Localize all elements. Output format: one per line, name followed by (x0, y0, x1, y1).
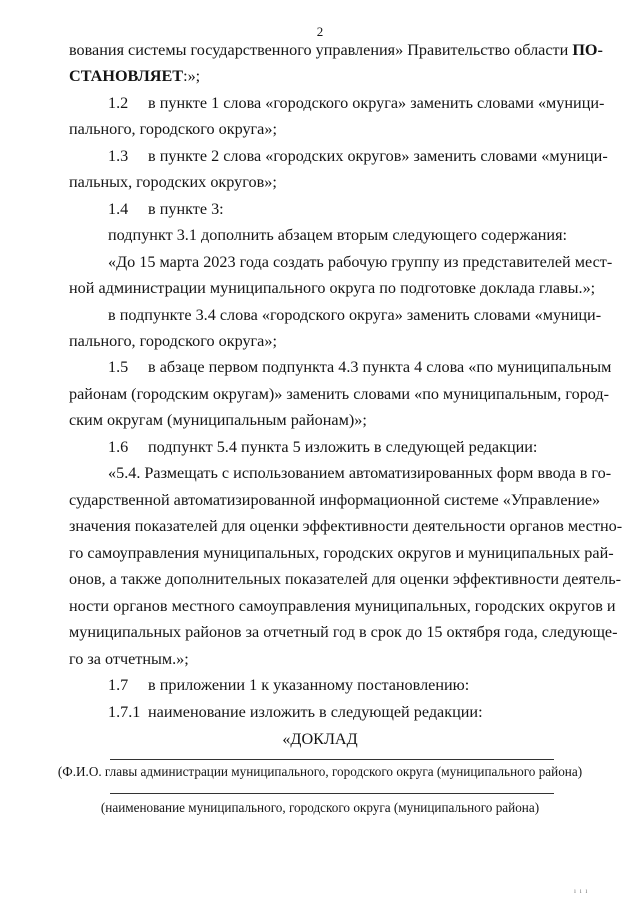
item-1-7-1 (108, 702, 483, 722)
item-number: 1.7 (108, 676, 129, 694)
text-line-14: районам (городским округам)» заменить словами «по муниципальным, город- (69, 385, 610, 403)
item-text: в абзаце первом подпункта 4.3 пункта 4 слова «по муниципальным (148, 358, 612, 376)
line-2-bold: СТАНОВЛЯЕТ (69, 67, 184, 85)
text-line-6: пальных, городских округов»; (69, 173, 277, 191)
line-1-text: вования системы государственного управления» Правительство области (69, 41, 573, 59)
text-line-15: ским округам (муниципальным районам)»; (69, 411, 367, 429)
item-number: 1.3 (108, 147, 129, 165)
item-number: 1.6 (108, 438, 129, 456)
blank-line-head-name (110, 759, 554, 760)
item-text: наименование изложить в следующей редакции: (148, 703, 483, 721)
item-1-5 (108, 357, 612, 377)
caption-municipality: (наименование муниципального, городского округа (муниципального района) (100, 800, 540, 815)
text-line-18: сударственной автоматизированной информационной системе «Управление» (69, 491, 601, 509)
text-line-10: ной администрации муниципального округа по подготовке доклада главы.»; (69, 279, 596, 297)
text-line-22: ности органов местного самоуправления муниципальных, городских округов и (69, 597, 616, 615)
item-number: 1.7.1 (108, 703, 141, 721)
text-line-2 (69, 66, 200, 86)
item-number: 1.2 (108, 94, 129, 112)
item-text: в пункте 2 слова «городских округов» заменить словами «муници- (148, 147, 608, 165)
caption-head-name: (Ф.И.О. главы администрации муниципального, городского округа (муниципального района) (57, 764, 583, 779)
text-line-24: го за отчетным.»; (69, 650, 189, 668)
text-line-19: значения показателей для оценки эффективности деятельности органов местно- (69, 517, 623, 535)
text-line-12: пального, городского округа»; (69, 332, 277, 350)
text-line-23: муниципальных районов за отчетный год в срок до 15 октября года, следующе- (69, 623, 618, 641)
text-line-1 (69, 40, 603, 60)
line-2-text: :»; (183, 67, 201, 85)
item-1-7 (108, 675, 469, 695)
text-line-20: го самоуправления муниципальных, городских округов и муниципальных рай- (69, 544, 614, 562)
item-1-2 (108, 93, 605, 113)
text-line-21: онов, а также дополнительных показателей для оценки эффективности деятель- (69, 570, 622, 588)
item-number: 1.5 (108, 358, 129, 376)
item-text: в пункте 3: (148, 200, 224, 218)
item-number: 1.4 (108, 200, 129, 218)
item-1-4 (108, 199, 224, 219)
doc-heading: «ДОКЛАД (282, 730, 358, 748)
scan-artifact: ı ı ı (574, 887, 589, 895)
item-text: в приложении 1 к указанному постановлению: (148, 676, 470, 694)
text-line-9: «До 15 марта 2023 года создать рабочую группу из представителей мест- (108, 253, 613, 271)
text-line-17: «5.4. Размещать с использованием автоматизированных форм ввода в го- (108, 464, 612, 482)
text-line-8: подпункт 3.1 дополнить абзацем вторым следующего содержания: (108, 226, 568, 244)
text-line-4: пального, городского округа»; (69, 120, 277, 138)
item-1-6 (108, 437, 537, 457)
item-text: в пункте 1 слова «городского округа» заменить словами «муници- (148, 94, 605, 112)
item-text: подпункт 5.4 пункта 5 изложить в следующей редакции: (148, 438, 538, 456)
line-1-bold: ПО- (572, 41, 603, 59)
item-1-3 (108, 146, 608, 166)
page-number: 2 (316, 24, 324, 39)
text-line-11: в подпункте 3.4 слова «городского округа» заменить словами «муници- (108, 306, 602, 324)
blank-line-municipality (110, 793, 554, 794)
